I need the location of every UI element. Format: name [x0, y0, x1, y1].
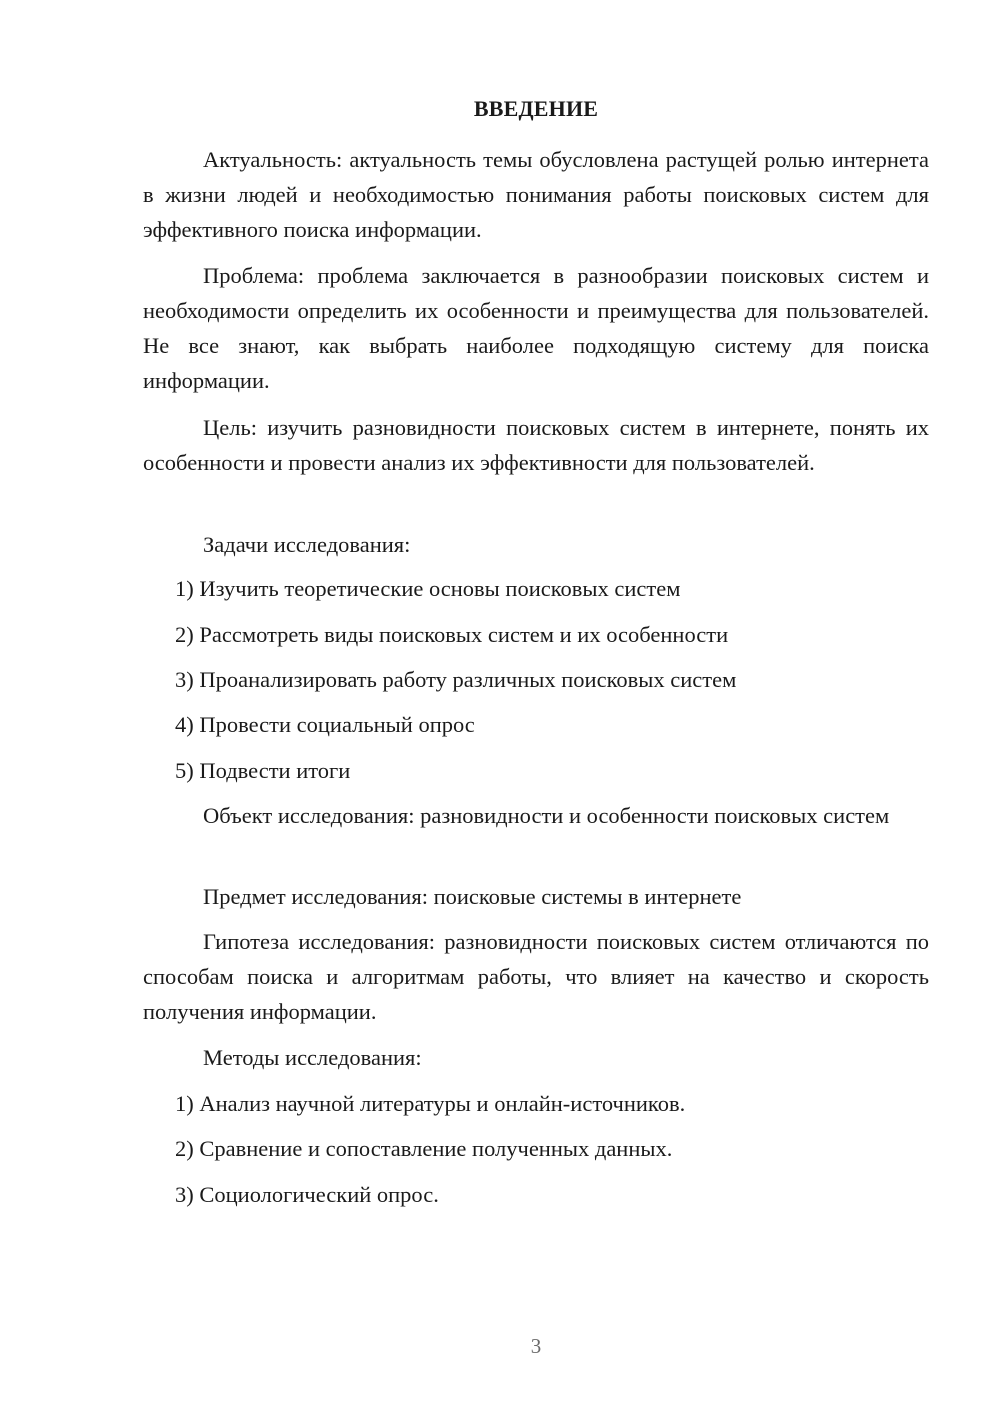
- object-paragraph: Объект исследования: разновидности и особенности поисковых систем: [203, 803, 890, 828]
- tasks-heading: Задачи исследования:: [203, 532, 411, 557]
- task-item-4: 4) Провести социальный опрос: [175, 712, 475, 737]
- method-item-1: 1) Анализ научной литературы и онлайн-источников.: [175, 1091, 686, 1116]
- task-item-2: 2) Рассмотреть виды поисковых систем и их особенности: [175, 622, 729, 647]
- problem-paragraph: Проблема: проблема заключается в разнообразии поисковых систем и необходимости определить их особенности и преимущества для пользователей. Не все знают, как выбрать наиболее подходящую систему для поиска информации.: [143, 263, 929, 393]
- relevance-paragraph: Актуальность: актуальность темы обусловлена растущей ролью интернета в жизни людей и необходимостью понимания работы поисковых систем для эффективного поиска информации.: [143, 147, 929, 242]
- method-item-3: 3) Социологический опрос.: [175, 1182, 439, 1207]
- task-item-1: 1) Изучить теоретические основы поисковых систем: [175, 576, 681, 601]
- goal-paragraph: Цель: изучить разновидности поисковых систем в интернете, понять их особенности и провести анализ их эффективности для пользователей.: [143, 415, 929, 475]
- page-title: ВВЕДЕНИЕ: [473, 96, 599, 121]
- task-item-3: 3) Проанализировать работу различных поисковых систем: [175, 667, 737, 692]
- hypothesis-paragraph: Гипотеза исследования: разновидности поисковых систем отличаются по способам поиска и алгоритмам работы, что влияет на качество и скорость получения информации.: [143, 929, 929, 1024]
- task-item-5: 5) Подвести итоги: [175, 758, 351, 783]
- subject-paragraph: Предмет исследования: поисковые системы в интернете: [203, 884, 742, 909]
- methods-heading: Методы исследования:: [203, 1045, 422, 1070]
- method-item-2: 2) Сравнение и сопоставление полученных данных.: [175, 1136, 673, 1161]
- page-number: 3: [530, 1334, 542, 1358]
